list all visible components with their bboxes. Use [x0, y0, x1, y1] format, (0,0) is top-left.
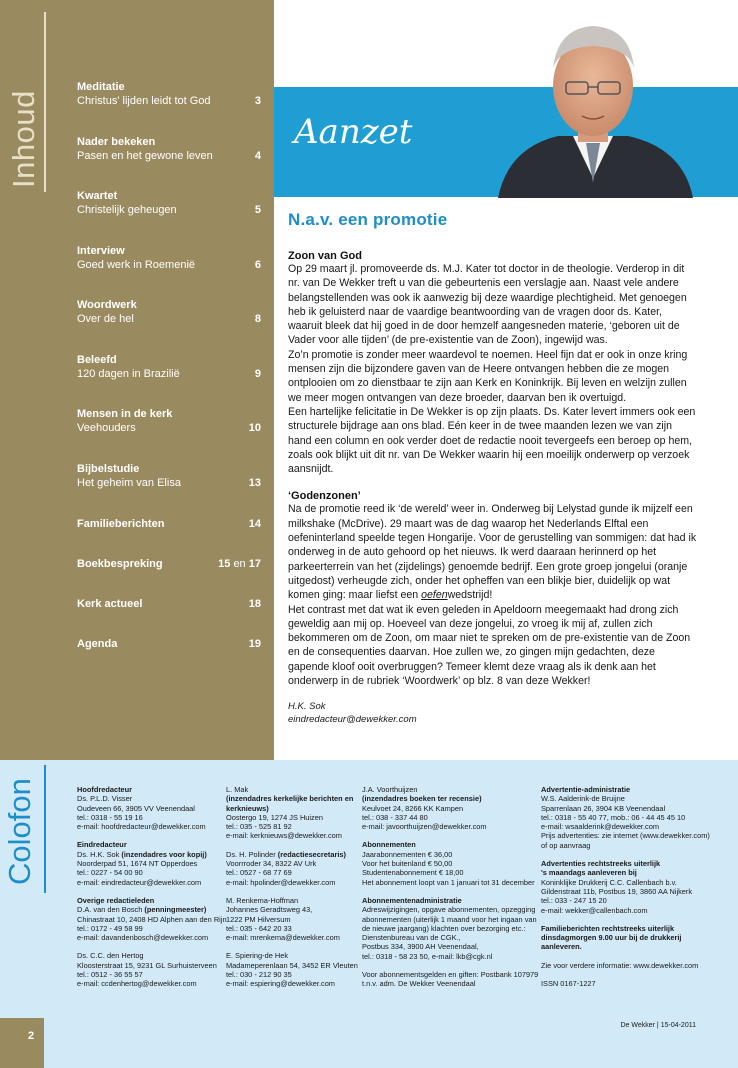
colofon-block: [77, 840, 222, 886]
toc-item-subtitle: Pasen en het gewone leven: [77, 150, 213, 162]
toc-item-subtitle: Veehouders: [77, 422, 136, 434]
colofon-line[interactable]: e-mail: mrenkema@dewekker.com: [226, 933, 340, 943]
colofon-line: Ds. P.L.D. Visser: [77, 794, 133, 804]
colofon-heading: Abonnementenadministratie: [362, 895, 462, 905]
colofon-block: [226, 850, 366, 887]
editorial-article: [288, 210, 698, 726]
colofon-line[interactable]: e-mail: davandenbosch@dewekker.com: [77, 933, 209, 943]
colofon-line: tel.: 0172 - 49 58 99: [77, 923, 143, 933]
colofon-heading: Overige redactieleden: [77, 895, 155, 905]
toc-item-page: 14: [248, 518, 261, 530]
colofon-block: [541, 924, 726, 952]
colofon-line: Madameperenlaan 54, 3452 ER Vleuten: [226, 960, 358, 970]
toc-item-title: Bijbelstudie: [77, 463, 140, 475]
colofon-line: aanleveren.: [541, 942, 582, 952]
colofon-line: of op aanvraag: [541, 840, 591, 850]
colofon-line: D.A. van den Bosch (penningmeester): [77, 905, 207, 915]
toc-item-subtitle: Het geheim van Elisa: [77, 477, 181, 489]
colofon-line: Chinastraat 10, 2408 HD Alphen aan den Rijn: [77, 914, 227, 924]
colofon-block: [226, 951, 366, 988]
colofon-line[interactable]: e-mail: eindredacteur@dewekker.com: [77, 877, 202, 887]
colofon-line: Dienstenbureau van de CGK.,: [362, 933, 461, 943]
divider: [44, 12, 46, 192]
colofon-line: tel.: 033 - 247 15 20: [541, 896, 607, 906]
colofon-heading: Advertenties rechtstreeks uiterlijk: [541, 859, 661, 869]
paragraph: Na de promotie reed ik ‘de wereld’ weer in. Onderweg bij Lelystad gunde ik mijzelf een milkshake (McDrive). 29 maart was de dag waarop het Nederlands Elftal een oefeninterland speelde tegen Hongarije. Voor de gerustelling van sommigen: dat had ik onderweg in de auto gehoord op het nieuws. Ik werd daaraan herinnerd op het parkeerterrein van het (zijdelings) genoemde bedrijf. Een grote groep jongelui (oranje uitgedost) verheugde zich, onder het opheffen van een blikje bier, duidelijk op wat komen ging: maar liefst een oefenwedstrijd!: [288, 503, 697, 602]
colofon-line: ISSN 0167-1227: [541, 979, 596, 989]
colofon-line: Voor abonnementsgelden en giften: Postbank 107979: [362, 970, 539, 980]
colofon-line: Ds. H.K. Sok (inzendadres voor kopij): [77, 849, 207, 859]
colofon-line[interactable]: e-mail: wekker@callenbach.com: [541, 905, 648, 915]
colofon-line: tel.: 035 - 525 81 92: [226, 822, 292, 832]
toc-item-page: 9: [254, 368, 261, 380]
colofon-block: [362, 970, 537, 989]
page-number-box: 2: [0, 1018, 44, 1068]
colofon-heading: Advertentie-administratie: [541, 785, 631, 794]
colofon-block: [226, 785, 366, 841]
colofon-line: tel.: 0512 - 36 55 57: [77, 970, 143, 980]
toc-item-page: 6: [254, 259, 261, 271]
paragraph: Het contrast met dat wat ik even geleden in Apeldoorn meegemaakt had drong zich geweldig aan mij op. Hoeveel van deze jongelui, zo vroeg ik mij af, zullen zich bekommeren om de Zoon, om maar niet te spreken om de pre-existentie van de Zoon en de consequenties daarvan. Hoe zullen we, zo gingen mijn gedachten, deze gapende kloof ooit overbruggen? Temeer klemt deze vraag als ik denk aan het onderwerp in de rubriek ‘Woordwerk’ op blz. 8 van deze Wekker!: [288, 603, 691, 688]
toc-item-page: 15 en 17: [218, 558, 261, 570]
toc-item[interactable]: [77, 244, 261, 272]
toc-item-title: Boekbespreking: [77, 558, 163, 570]
paragraph: Een hartelijke felicitatie in De Wekker is op zijn plaats. Ds. Kater levert immers ook een structurele bijdrage aan ons blad. Eén keer in de twee maanden lezen we van zijn hand een column en ook verder doet de redactie nooit tevergeefs een beroep op hem, zoals ook blijkt uit dit nr. van De Wekker waarin hij een moeilijk onderwerp op verzoek aansnijdt.: [288, 405, 696, 476]
toc-item-page: 5: [254, 204, 261, 216]
footer-issue: De Wekker | 15-04-2011: [620, 1022, 696, 1029]
colofon-line: tel.: 038 - 337 44 80: [362, 812, 428, 822]
colofon-line: Adreswijzigingen, opgave abonnementen, opzegging: [362, 905, 536, 915]
colofon-line: Ds. H. Polinder (redactiesecretaris): [226, 849, 346, 859]
colofon-line: dinsdagmorgen 9.00 uur bij de drukkerij: [541, 933, 682, 943]
toc-item-page: 4: [254, 150, 261, 162]
colofon-line[interactable]: e-mail: javoorthuijzen@dewekker.com: [362, 822, 487, 832]
colofon-line[interactable]: Prijs advertenties: zie internet (www.dewekker.com): [541, 831, 710, 841]
colofon-block: [77, 895, 227, 943]
author-signature: H.K. Sok eindredacteur@dewekker.com: [288, 701, 417, 726]
colofon-line: J.A. Voorthuijzen: [362, 785, 418, 794]
colofon-line: Voorrroder 34, 8322 AV Urk: [226, 859, 317, 869]
colofon-line: Johannes Geradtsweg 43,: [226, 905, 313, 915]
colofon-line[interactable]: e-mail: wsaalderink@dewekker.com: [541, 822, 659, 832]
toc-item-title: Woordwerk: [77, 299, 137, 311]
colofon-column: [77, 785, 227, 998]
toc-item-subtitle: Goed werk in Roemenië: [77, 259, 196, 271]
toc-item-title: Kwartet: [77, 190, 118, 202]
toc-item[interactable]: [77, 597, 261, 611]
divider: [44, 765, 46, 893]
colofon-block: [362, 896, 537, 961]
toc-item-title: Meditatie: [77, 81, 125, 93]
toc-item-title: Nader bekeken: [77, 136, 156, 148]
colofon-line: Oostergo 19, 1274 JS Huizen: [226, 812, 323, 822]
colofon-line: Koninklijke Drukkerij C.C. Callenbach b.v.: [541, 877, 677, 887]
colofon-block: [541, 785, 726, 850]
colofon-line: abonnementen (uiterlijk 1 maand voor het ingaan van: [362, 914, 537, 924]
colofon-line: kerknieuws): [226, 803, 269, 813]
colofon-block: [541, 979, 726, 988]
colofon-line: Jaarabonnementen € 36,00: [362, 849, 453, 859]
colofon-line[interactable]: e-mail: kerknieuws@dewekker.com: [226, 831, 342, 841]
toc-item[interactable]: [77, 407, 261, 435]
toc-item-page: 19: [248, 638, 261, 650]
toc-item[interactable]: [77, 517, 261, 531]
colofon-heading: Abonnementen: [362, 840, 416, 850]
colofon-title: Colofon: [2, 778, 37, 885]
colofon-heading: Hoofdredacteur: [77, 785, 133, 794]
colofon-line: 's maandags aanleveren bij: [541, 868, 637, 878]
colofon-line: de nieuwe jaargang) klachten over bezorging etc.:: [362, 923, 526, 933]
toc-item-title: Mensen in de kerk: [77, 408, 173, 420]
toc-item-page: 3: [254, 95, 261, 107]
inhoud-title: Inhoud: [6, 90, 41, 188]
colofon-line: Oudeveen 66, 3905 VV Veenendaal: [77, 803, 195, 813]
colofon-block: [362, 785, 537, 831]
toc-item[interactable]: [77, 189, 261, 217]
colofon-line: Ds. C.C. den Hertog: [77, 951, 144, 961]
colofon-line: Sparrenlaan 26, 3904 KB Veenendaal: [541, 803, 666, 813]
toc-item[interactable]: [77, 462, 261, 490]
toc-item-page: 18: [248, 598, 261, 610]
colofon-line: Gildenstraat 11b, Postbus 19, 3860 AA Nijkerk: [541, 886, 693, 896]
paragraph: Op 29 maart jl. promoveerde ds. M.J. Kater tot doctor in de theologie. Verderop in dit nr. van De Wekker treft u van die gebeurtenis een verslagje aan. Naast vele andere belangstellenden was ook ik aanwezig bij deze waardige plechtigheid. Met genoegen heb ik geluisterd naar de vaardige beantwoording van de vragen door ds. Kater, waaruit bleek dat hij goed in de door hemzelf aangesneden materie, ‘geboren uit de Vader voor alle tijden’ (de pre-existentie van de Zoon), ingewijd was.: [288, 263, 687, 347]
author-photo: [478, 8, 708, 198]
toc-item[interactable]: [77, 637, 261, 651]
colofon-line: W.S. Aalderink-de Bruijne: [541, 794, 625, 804]
toc-item-title: Beleefd: [77, 354, 117, 366]
colofon-line: tel.: 0227 - 54 00 90: [77, 868, 143, 878]
colofon-line: E. Spiering-de Hek: [226, 951, 289, 961]
colofon-line: L. Mak: [226, 785, 249, 794]
toc-item-subtitle: 120 dagen in Brazilië: [77, 368, 180, 380]
toc-item-subtitle: Over de hel: [77, 313, 134, 325]
colofon-line: Kloosterstraat 15, 9231 GL Surhuisterveen: [77, 960, 217, 970]
colofon-line: tel.: 035 - 642 20 33: [226, 923, 292, 933]
header-title: Aanzet: [294, 112, 413, 152]
colofon-block: [541, 859, 726, 915]
colofon-line: t.n.v. adm. De Wekker Veenendaal: [362, 979, 476, 989]
toc-item[interactable]: [77, 80, 261, 108]
colofon-line: (inzendadres boeken ter recensie): [362, 794, 482, 804]
toc-item[interactable]: [77, 135, 261, 163]
colofon-block: [541, 961, 726, 970]
toc-item-title: Agenda: [77, 638, 118, 650]
colofon-line: tel.: 030 - 212 90 35: [226, 970, 292, 980]
colofon-block: [226, 896, 366, 942]
colofon-block: [77, 951, 222, 988]
toc-item-page: 10: [248, 422, 261, 434]
toc-item[interactable]: [77, 353, 261, 381]
colofon-line: 1222 PM Hilversum: [226, 914, 291, 924]
section-heading: ‘Godenzonen’: [288, 490, 361, 503]
colofon-column: [541, 785, 726, 997]
toc-item-subtitle: Christus' lijden leidt tot God: [77, 95, 211, 107]
colofon-column: [362, 785, 537, 998]
colofon-line[interactable]: e-mail: espiering@dewekker.com: [226, 979, 335, 989]
toc-item[interactable]: [77, 298, 261, 326]
colofon-line: Studentenabonnement € 18,00: [362, 868, 464, 878]
section-heading: Zoon van God: [288, 250, 362, 262]
colofon-line: M. Renkema-Hoffman: [226, 895, 299, 905]
toc-item-title: Kerk actueel: [77, 598, 143, 610]
colofon-line: Het abonnement loopt van 1 januari tot 31 december: [362, 877, 535, 887]
toc-item-subtitle: Christelijk geheugen: [77, 204, 177, 216]
toc-item-title: Familieberichten: [77, 518, 165, 530]
colofon-block: [362, 840, 537, 886]
colofon-heading: Eindredacteur: [77, 840, 127, 850]
toc-item[interactable]: [77, 557, 261, 571]
colofon-line[interactable]: Zie voor verdere informatie: www.dewekker.com: [541, 960, 699, 970]
colofon-heading: Familieberichten rechtstreeks uiterlijk: [541, 923, 675, 933]
colofon-line[interactable]: e-mail: hoofdredacteur@dewekker.com: [77, 822, 206, 832]
toc-item-page: 13: [248, 477, 261, 489]
colofon-line: Noorderpad 51, 1674 NT Opperdoes: [77, 859, 198, 869]
article-title: N.a.v. een promotie: [288, 210, 448, 229]
colofon-line: Voor het buitenland € 50,00: [362, 859, 453, 869]
paragraph: Zo’n promotie is zonder meer waardevol te noemen. Heel fijn dat er ook in onze kring mensen zijn die bijzondere gaven van de Heere ontvangen hebben die ze mogen ontplooien om zo dienstbaar te zijn aan Kerk en Koninkrijk. Bij leven en welzijn zullen we meer mogen ontvangen van deze broeder, daarvan ben ik overtuigd.: [288, 348, 688, 404]
colofon-line: tel.: 0527 - 68 77 69: [226, 868, 292, 878]
colofon-line: Postbus 334, 3900 AH Veenendaal,: [362, 942, 479, 952]
colofon-column: [226, 785, 366, 998]
colofon-line[interactable]: tel.: 0318 - 58 23 50, e-mail: lkb@cgk.nl: [362, 951, 493, 961]
toc-item-title: Interview: [77, 245, 125, 257]
colofon-block: [77, 785, 222, 831]
colofon-line[interactable]: e-mail: ccdenhertog@dewekker.com: [77, 979, 197, 989]
colofon-line[interactable]: e-mail: hpolinder@dewekker.com: [226, 877, 336, 887]
toc-item-page: 8: [254, 313, 261, 325]
colofon-line: Keulvoet 24, 8266 KK Kampen: [362, 803, 464, 813]
colofon-line: tel.: 0318 - 55 19 16: [77, 812, 143, 822]
colofon-line: tel.: 0318 - 55 40 77, mob.: 06 - 44 45 45 10: [541, 812, 686, 822]
colofon-line: (inzendadres kerkelijke berichten en: [226, 794, 354, 804]
